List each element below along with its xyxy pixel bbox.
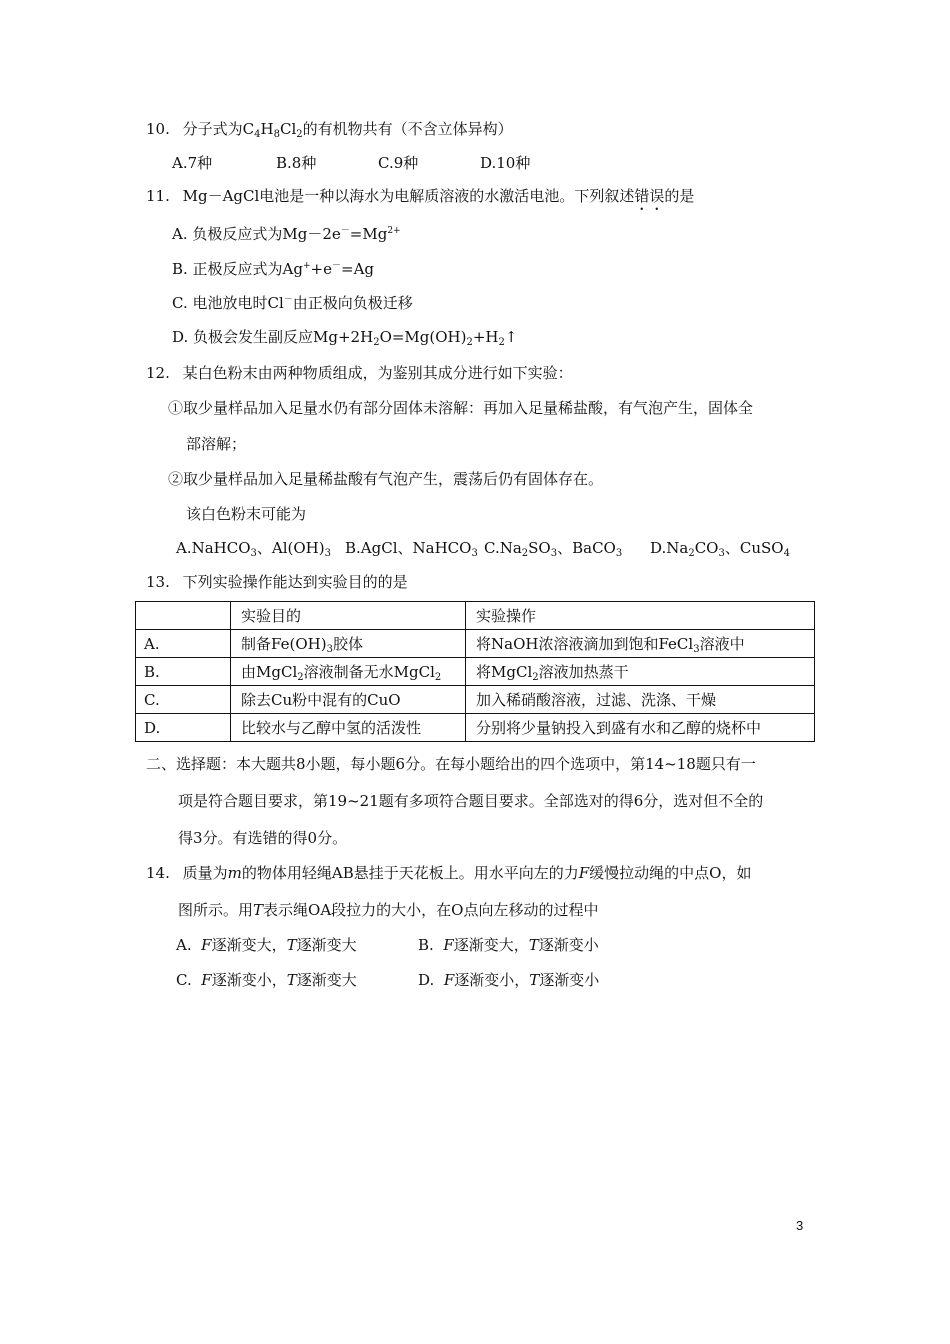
q11-option-a: A. 负极反应式为$Mg-2e^-=Mg^{2+}$ bbox=[172, 225, 401, 243]
table-row-label: D. bbox=[136, 714, 231, 742]
emphasis-text: 错误 bbox=[634, 187, 665, 205]
q11-option-d: D. 负极会发生副反应$Mg+2H_2O=Mg(OH)_2+H_2↑$ bbox=[172, 328, 518, 348]
experiment-table bbox=[135, 601, 815, 742]
table-row-label: A. bbox=[136, 630, 231, 658]
table-row bbox=[136, 686, 815, 714]
section2-instructions-cont: 项是符合题目要求，第19~21题有多项符合题目要求。全部选对的得6分，选对但不全的 bbox=[178, 792, 764, 810]
q14-stem: 14. 质量为m的物体用轻绳AB悬挂于天花板上。用水平向左的力F缓慢拉动绳的中点O，如 bbox=[146, 864, 752, 882]
table-cell-operation: 加入稀硝酸溶液，过滤、洗涤、干燥 bbox=[466, 686, 815, 714]
q12-option-d: $D.Na_2CO_3$、CuSO$_4$ bbox=[650, 539, 790, 559]
q10-stem: 10. 分子式为$C_4H_8Cl_2$的有机物共有（不含立体异构） bbox=[146, 120, 513, 140]
table-cell-operation: 将MgCl$_2$溶液加热蒸干 bbox=[466, 658, 815, 686]
table-cell-operation: 分别将少量钠投入到盛有水和乙醇的烧杯中 bbox=[466, 714, 815, 742]
q13-number: 13. bbox=[146, 573, 170, 591]
table-row bbox=[136, 658, 815, 686]
q14-option-b: B. F逐渐变大，T逐渐变小 bbox=[418, 936, 599, 954]
table-header-purpose: 实验目的 bbox=[231, 602, 466, 630]
q10-option-d: D.10种 bbox=[480, 154, 531, 172]
table-row bbox=[136, 714, 815, 742]
q11-option-c: C. 电池放电时Cl－由正极向负极迁移 bbox=[172, 294, 413, 312]
q10-option-b: B.8种 bbox=[276, 154, 317, 172]
q12-experiment-1: ①取少量样品加入足量水仍有部分固体未溶解：再加入足量稀盐酸，有气泡产生，固体全 bbox=[168, 399, 754, 417]
table-cell-purpose: 由MgCl$_2$溶液制备无水MgCl$_2$ bbox=[231, 658, 466, 686]
q10-number: 10. bbox=[146, 120, 170, 138]
q12-stem: 12. 某白色粉末由两种物质组成，为鉴别其成分进行如下实验： bbox=[146, 364, 573, 382]
q11-option-b: B. 正极反应式为Ag++e－=Ag bbox=[172, 260, 375, 278]
section2-instructions-cont: 得3分。有选错的得0分。 bbox=[178, 829, 348, 847]
table-row bbox=[136, 630, 815, 658]
q11-stem: 11. Mg－AgCl电池是一种以海水为电解质溶液的水激活电池。下列叙述错误的是 bbox=[146, 187, 695, 205]
q12-option-b: B.AgCl、NaHCO$_3$ bbox=[345, 539, 478, 559]
table-header-row bbox=[136, 602, 815, 630]
q14-option-d: D. F逐渐变小，T逐渐变小 bbox=[418, 971, 600, 989]
q12-number: 12. bbox=[146, 364, 170, 382]
table-header-blank bbox=[136, 602, 231, 630]
q14-number: 14. bbox=[146, 864, 170, 882]
q12-option-a: A.NaHCO$_3$、$Al(OH)_3$ bbox=[176, 539, 331, 559]
q12-option-c: $C.Na_2SO_3$、BaCO$_3$ bbox=[484, 539, 623, 559]
q13-stem: 13. 下列实验操作能达到实验目的的是 bbox=[146, 573, 408, 591]
page-number: 3 bbox=[796, 1218, 804, 1233]
q14-stem-cont: 图所示。用T表示绳OA段拉力的大小，在O点向左移动的过程中 bbox=[178, 901, 599, 919]
q10-option-a: A.7种 bbox=[172, 154, 213, 172]
q14-option-c: C. F逐渐变小，T逐渐变大 bbox=[176, 971, 357, 989]
table-row-label: C. bbox=[136, 686, 231, 714]
table-cell-purpose: 比较水与乙醇中氢的活泼性 bbox=[231, 714, 466, 742]
q11-number: 11. bbox=[146, 187, 170, 205]
q12-experiment-2: ②取少量样品加入足量稀盐酸有气泡产生，震荡后仍有固体存在。 bbox=[168, 470, 604, 488]
q10-option-c: C.9种 bbox=[378, 154, 419, 172]
q14-option-a: A. F逐渐变大，T逐渐变大 bbox=[176, 936, 357, 954]
table-cell-operation: 将NaOH浓溶液滴加到饱和FeCl$_3$溶液中 bbox=[466, 630, 815, 658]
section2-instructions: 二、选择题：本大题共8小题，每小题6分。在每小题给出的四个选项中，第14~18题只有一 bbox=[146, 755, 756, 773]
table-cell-purpose: 除去Cu粉中混有的CuO bbox=[231, 686, 466, 714]
q12-question: 该白色粉末可能为 bbox=[186, 505, 307, 523]
q12-experiment-1-cont: 部溶解； bbox=[186, 435, 247, 453]
table-header-operation: 实验操作 bbox=[466, 602, 815, 630]
table-row-label: B. bbox=[136, 658, 231, 686]
table-cell-purpose: 制备$Fe(OH)_3$胶体 bbox=[231, 630, 466, 658]
